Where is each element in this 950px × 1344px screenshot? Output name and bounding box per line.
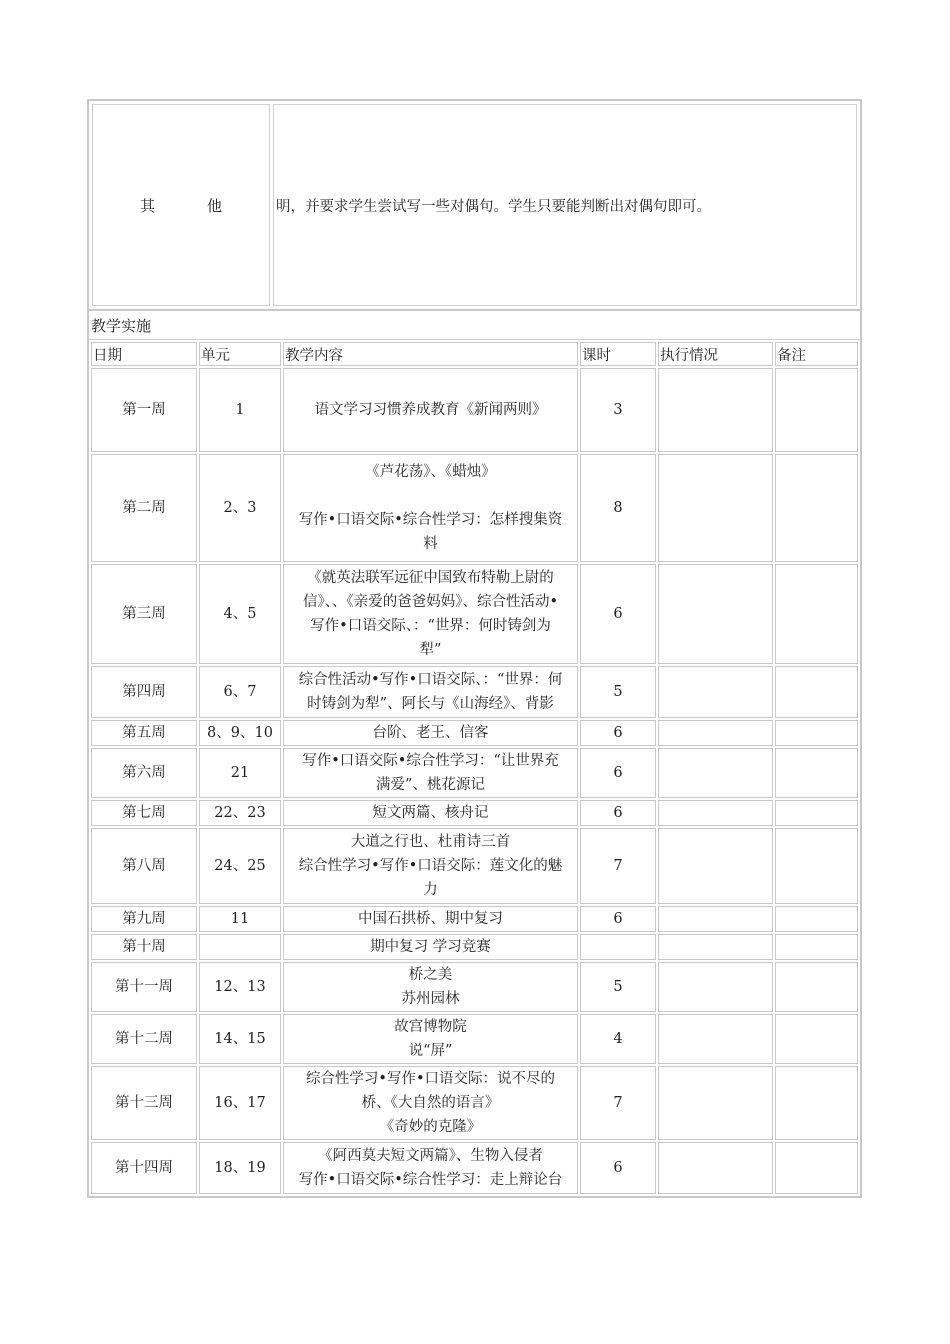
content-line: 桥、《大自然的语言》 [361,1095,500,1111]
content-line: 《奇妙的克隆》 [379,1119,482,1135]
table-row [91,368,858,452]
cell-content [283,368,578,452]
cell-hours: 6 [580,748,656,798]
content-line: 综合性活动•写作•口语交际、：“世界：何 [298,672,563,688]
cell-hours: 6 [580,800,656,826]
table-row [91,1142,858,1194]
header-notes: 备注 [775,342,858,366]
content-line [285,484,576,508]
cell-unit: 14、15 [199,1014,281,1064]
cell-week: 第四周 [91,666,197,718]
cell-week: 第三周 [91,564,197,664]
cell-unit: 12、13 [199,962,281,1012]
content-line: 信》、、《亲爱的爸爸妈妈》、综合性活动• [302,594,559,610]
cell-hours: 6 [580,564,656,664]
cell-notes [775,906,858,932]
cell-status [658,962,773,1012]
cell-notes [775,748,858,798]
cell-content [283,666,578,718]
cell-hours [580,934,656,960]
table-row [91,454,858,562]
cell-content [283,748,578,798]
content-line: 综合性学习•写作•口语交际：莲文化的魅 [298,858,563,874]
cell-notes [775,1142,858,1194]
content-line: 大道之行也、杜甫诗三首 [350,834,511,850]
cell-status [658,454,773,562]
table-row [91,666,858,718]
cell-status [658,666,773,718]
other-text: 明，并要求学生尝试写一些对偶句。学生只要能判断出对偶句即可。 [273,104,857,306]
content-line: 综合性学习•写作•口语交际：说不尽的 [305,1071,556,1087]
content-line: 料 [423,536,438,552]
cell-week: 第十四周 [91,1142,197,1194]
table-row [91,934,858,960]
cell-status [658,934,773,960]
cell-hours: 6 [580,720,656,746]
cell-week: 第一周 [91,368,197,452]
table-row [91,828,858,904]
other-label-char-1: 其 [139,196,155,215]
plan-frame [87,99,862,1198]
table-row [91,748,858,798]
cell-content [283,906,578,932]
content-line: 期中复习 学习竞赛 [370,939,491,955]
table-row [91,800,858,826]
content-line: 写作•口语交际•综合性学习：怎样搜集资 [298,512,563,528]
cell-status [658,1066,773,1140]
header-date: 日期 [91,342,197,366]
cell-notes [775,720,858,746]
cell-status [658,1014,773,1064]
schedule-body [91,368,858,1194]
cell-hours: 8 [580,454,656,562]
cell-unit [199,934,281,960]
cell-hours: 6 [580,1142,656,1194]
cell-hours: 7 [580,1066,656,1140]
cell-notes [775,934,858,960]
header-hours: 课时 [580,342,656,366]
cell-notes [775,1014,858,1064]
cell-content [283,934,578,960]
header-content: 教学内容 [283,342,578,366]
content-line: 时铸剑为犁”、阿长与《山海经》、背影 [307,696,554,712]
cell-unit: 8、9、10 [199,720,281,746]
cell-hours: 3 [580,368,656,452]
cell-unit: 24、25 [199,828,281,904]
cell-status [658,800,773,826]
content-line: 犁” [419,642,442,658]
content-line: 桥之美 [408,967,453,983]
cell-status [658,564,773,664]
schedule-table [89,340,860,1196]
other-label [92,104,270,306]
cell-hours: 7 [580,828,656,904]
cell-notes [775,828,858,904]
content-line: 台阶、老王、信客 [372,725,489,741]
cell-status [658,368,773,452]
cell-unit: 18、19 [199,1142,281,1194]
cell-notes [775,962,858,1012]
cell-week: 第七周 [91,800,197,826]
content-line: 苏州园林 [401,991,460,1007]
content-line: 中国石拱桥、期中复习 [358,911,503,927]
content-line: 力 [423,882,438,898]
teaching-plan-sheet [87,99,862,1198]
cell-notes [775,666,858,718]
cell-unit: 21 [199,748,281,798]
cell-unit: 16、17 [199,1066,281,1140]
cell-unit: 6、7 [199,666,281,718]
cell-content [283,720,578,746]
cell-status [658,748,773,798]
cell-hours: 5 [580,666,656,718]
cell-week: 第九周 [91,906,197,932]
cell-week: 第五周 [91,720,197,746]
other-section [89,101,860,311]
cell-notes [775,368,858,452]
table-row [91,1014,858,1064]
cell-status [658,906,773,932]
content-line: 写作•口语交际•综合性学习：走上辩论台 [298,1172,563,1188]
header-unit: 单元 [199,342,281,366]
cell-content [283,1066,578,1140]
other-label-char-2: 他 [207,196,223,215]
cell-week: 第十三周 [91,1066,197,1140]
cell-week: 第十周 [91,934,197,960]
table-row [91,1066,858,1140]
header-status: 执行情况 [658,342,773,366]
content-line: 说“屏” [408,1043,453,1059]
cell-content [283,800,578,826]
content-line: 《就英法联军远征中国致布特勒上尉的 [307,570,554,586]
cell-unit: 1 [199,368,281,452]
section-title: 教学实施 [89,311,860,340]
table-header-row [91,342,858,366]
cell-hours: 5 [580,962,656,1012]
cell-content [283,454,578,562]
table-row [91,962,858,1012]
content-line: 短文两篇、核舟记 [372,805,489,821]
cell-content [283,962,578,1012]
cell-unit: 4、5 [199,564,281,664]
cell-week: 第六周 [91,748,197,798]
content-line: 写作•口语交际•综合性学习：“让世界充 [302,753,559,769]
content-line: 《阿西莫夫短文两篇》、生物入侵者 [318,1148,543,1164]
cell-week: 第十二周 [91,1014,197,1064]
table-row [91,564,858,664]
cell-notes [775,800,858,826]
content-line: 故宫博物院 [394,1019,467,1035]
table-row [91,906,858,932]
cell-week: 第十一周 [91,962,197,1012]
cell-hours: 6 [580,906,656,932]
cell-notes [775,454,858,562]
cell-status [658,720,773,746]
cell-status [658,828,773,904]
cell-content [283,828,578,904]
cell-status [658,1142,773,1194]
cell-notes [775,1066,858,1140]
content-line: 写作•口语交际、：“世界：何时铸剑为 [310,618,551,634]
content-line: 满爱”、桃花源记 [376,777,485,793]
cell-week: 第八周 [91,828,197,904]
cell-hours: 4 [580,1014,656,1064]
cell-content [283,564,578,664]
cell-content [283,1014,578,1064]
cell-unit: 22、23 [199,800,281,826]
cell-notes [775,564,858,664]
cell-content [283,1142,578,1194]
cell-week: 第二周 [91,454,197,562]
cell-unit: 11 [199,906,281,932]
table-row [91,720,858,746]
content-line: 《芦花荡》、《蜡烛》 [365,464,496,480]
content-line: 语文学习习惯养成教育《新闻两则》 [314,402,547,418]
cell-unit: 2、3 [199,454,281,562]
